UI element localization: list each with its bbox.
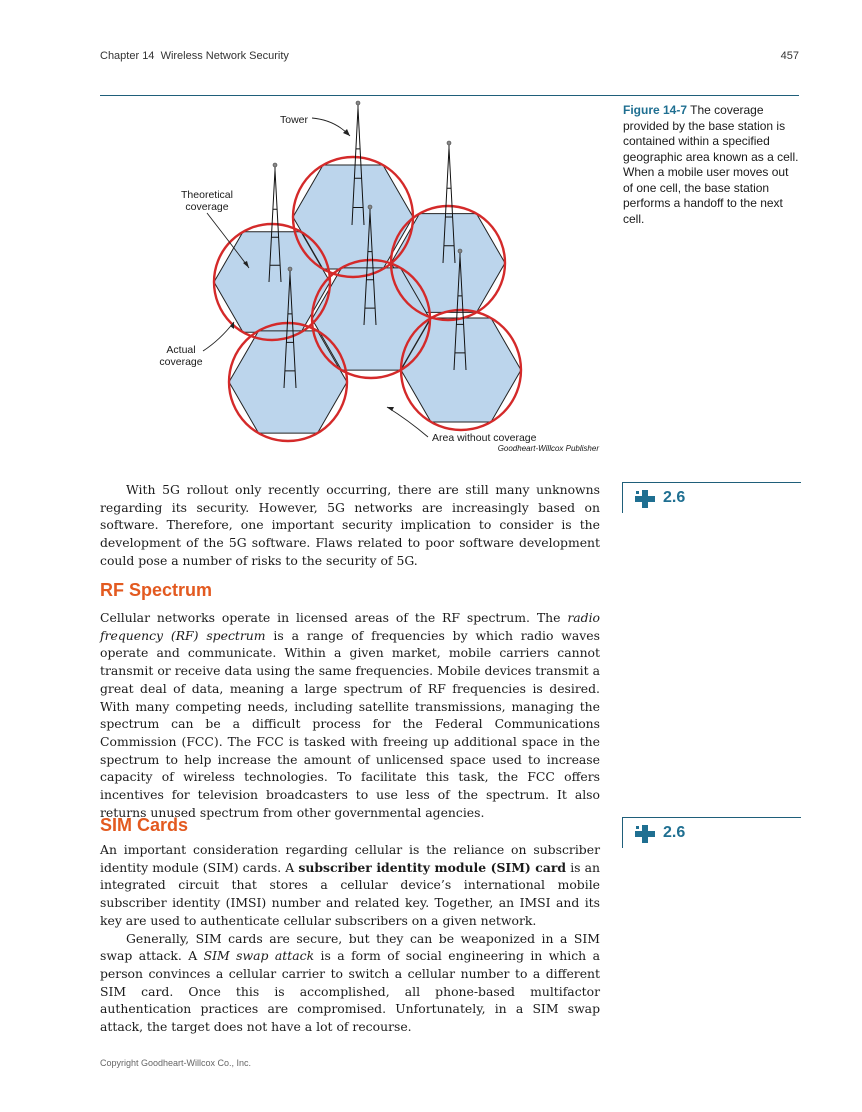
actual-leader-line [203, 322, 234, 351]
cell-coverage-figure [100, 100, 605, 455]
objective-badge-1 [622, 482, 801, 513]
cell-hexagons [214, 165, 521, 433]
header-rule [100, 95, 799, 96]
term-sim-card: subscriber identity module (SIM) card [298, 859, 567, 875]
paragraph-rf-spectrum: Cellular networks operate in licensed areas of the RF spectrum. The radio frequency (RF) spectrum is a range of frequencies by which radio waves operate and communicate. Within a given market, mobile carriers cannot transmit or receive data using the same frequencies. Mobile devices transmit a great deal of data, meaning a large spectrum of RF frequencies is desired. With many competing needs, including satellite transmissions, managing the spectrum can be a difficult process for the Federal Communications Commission (FCC). The FCC is tasked with freeing up additional space in the spectrum to help increase the amount of unlicensed space used to increase capacity of wireless technologies. To facilitate this task, the FCC offers incentives for television broadcasters to use less of the spectrum. It also returns unused spectrum from other governmental agencies. [100, 610, 600, 820]
figure-caption [623, 103, 801, 227]
objective-plus-icon [633, 489, 657, 509]
figure-credit: Goodheart-Willcox Publisher [497, 444, 599, 453]
objective-plus-icon [633, 824, 657, 844]
chapter-number: Chapter 14 [100, 50, 155, 62]
theoretical-coverage-label-line-1: Theoretical [181, 189, 233, 201]
sim-cards-heading: SIM Cards [100, 815, 189, 835]
term-rf-spectrum: radio frequency (RF) spectrum [100, 610, 600, 643]
paragraph-5g-security: With 5G rollout only recently occurring, there are still many unknowns regarding its security. However, 5G networks are increasingly based on software. Therefore, one important security implication to consider is the development of the 5G software. Flaws related to poor software development could pose a number of risks to the security of 5G. [100, 482, 600, 568]
objective-number: 2.6 [663, 489, 686, 506]
paragraph-sim-definition: An important consideration regarding cellular is the reliance on subscriber identity module (SIM) cards. A subscriber identity module (SIM) card is an integrated circuit that stores a cellular device’s international mobile subscriber identity (IMSI) number and related key. Together, an IMSI and its key are used to authenticate cellular subscribers on a given network. [100, 842, 601, 928]
page-number: 457 [780, 50, 799, 62]
term-sim-swap-attack: SIM swap attack [203, 948, 315, 964]
objective-badge-2 [622, 817, 801, 848]
no-coverage-leader-line [387, 407, 428, 437]
copyright-footer: Copyright Goodheart-Willcox Co., Inc. [100, 1058, 252, 1068]
theoretical-coverage-label-line-2: coverage [185, 201, 229, 213]
objective-number: 2.6 [663, 824, 686, 841]
paragraph-sim-swap: Generally, SIM cards are secure, but they can be weaponized in a SIM swap attack. A SIM swap attack is a form of social engineering in which a person convinces a cellular carrier to switch a cellular number to a different SIM card. Once this is accomplished, all phone-based multifactor authentication practices are compromised. Unfortunately, in a SIM swap attack, the target does not have a lot of recourse. [100, 930, 600, 1035]
rf-spectrum-heading: RF Spectrum [100, 580, 213, 600]
actual-coverage-label-line-2: coverage [159, 356, 203, 368]
figure-caption-text: The coverage provided by the base station is contained within a specified geographic area known as a cell. When a mobile user moves out of one cell, the base station performs a handoff to the next cell. [623, 103, 799, 226]
no-coverage-label: Area without coverage [432, 432, 537, 444]
chapter-title: Wireless Network Security [160, 50, 289, 62]
paragraphs-sim-cards [100, 841, 600, 1036]
figure-number: Figure 14-7 [623, 103, 688, 117]
tower-label: Tower [279, 114, 309, 126]
actual-coverage-label-line-1: Actual [166, 344, 196, 356]
running-head [100, 50, 289, 62]
